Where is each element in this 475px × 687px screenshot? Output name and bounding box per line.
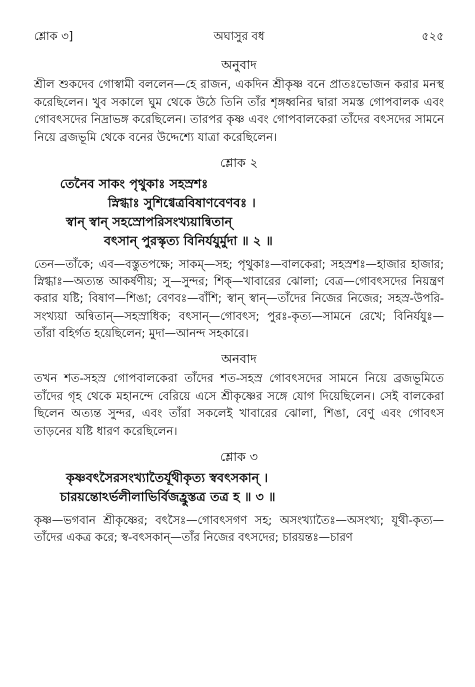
anubad-2-text: তখন শত-সহস্র গোপবালকেরা তাঁদের শত-সহস্র গোবৎসদের সামনে নিয়ে ব্রজভূমিতে তাঁদের গৃহ থেকে মহানন্দে বেরিয়ে এসে শ্রীকৃষ্ণের সঙ্গে যোগ দিয়েছিলেন। সেই বালকেরা ছিলেন অত্যন্ত সুন্দর, এবং তাঁরা সকলেই খাবারের ঝোলা, শিঙা, বেণু এবং গোবৎস তাড়নের যষ্টি ধারণ করেছিলেন। — [34, 371, 444, 438]
shloka-3-line: কৃষ্ণবৎসৈরসংখ্যাতৈর্যূথীকৃত্য স্ববৎসকান্ । — [66, 470, 268, 486]
header-chapter-title: অঘাসুর বধ — [213, 29, 265, 43]
shloka-2-line: তেনৈব সাকং পৃথুকাঃ সহস্রশঃ — [60, 176, 209, 191]
anubad-paragraph — [34, 76, 444, 146]
shloka-2-line: বৎসান্ পুরস্কৃত্য বিনির্যযুর্মুদা ॥ ২ ॥ — [104, 233, 273, 248]
running-header — [34, 28, 444, 48]
shloka-3-line: চারয়ন্তোঽর্ভলীলাভির্বিজহ্রুস্তত্র তত্র হ ॥ ৩ ॥ — [60, 489, 276, 505]
shloka-2-synonyms: তেন—তাঁকে; এব—বস্তুতপক্ষে; সাকম্—সহ; পৃথুকাঃ—বালকেরা; সহস্রশঃ—হাজার হাজার; স্নিগ্ধাঃ—অত্যন্ত আকর্ষণীয়; সু—সুন্দর; শিক্—খাবারের ঝোলা; বেত্র—গোবৎসদের নিয়ন্ত্রণ করার যষ্টি; বিষাণ—শিঙা; বেণবঃ—বাঁশি; স্বান্ স্বান্—তাঁদের নিজের নিজের; সহস্র-উপরি-সংখ্যয়া অন্বিতান্—সহস্রাধিক; বৎসান্—গোবৎস; পুরঃ-কৃত্য—সামনে রেখে; বিনির্যযুঃ—তাঁরা বহির্গত হয়েছিলেন; মুদা—আনন্দ সহকারে। — [34, 257, 444, 340]
shloka-2-line: স্বান্ স্বান্ সহস্রোপরিসংখ্যয়ান্বিতান্ — [66, 214, 233, 229]
anubad-text: শ্রীল শুকদেব গোস্বামী বললেন—হে রাজন, একদিন শ্রীকৃষ্ণ বনে প্রাতঃভোজন করার মনস্থ করেছিলেন। খুব সকালে ঘুম থেকে উঠে তিনি তাঁর শৃঙ্গধ্বনির দ্বারা সমস্ত গোপবালক এবং গোবৎসদের নিদ্রাভঙ্গ করেছিলেন। তারপর কৃষ্ণ এবং গোপবালকেরা তাঁদের বৎসদের সামনে নিয়ে ব্রজভূমি থেকে বনের উদ্দেশ্যে যাত্রা করেছিলেন। — [34, 77, 444, 144]
shloka-2-verse — [34, 174, 444, 250]
shloka-2-line: স্নিগ্ধাঃ সুশিগ্বেত্রবিষাণবেণবঃ । — [108, 195, 256, 210]
shloka-2-title: শ্লোক ২ — [220, 155, 258, 170]
anubad-2-paragraph — [34, 370, 444, 440]
book-page — [34, 28, 444, 546]
anubad-heading: অনুবাদ — [221, 57, 257, 72]
header-page-number: ৫২৫ — [421, 29, 444, 43]
header-verse-ref: শ্লোক ৩] — [34, 29, 74, 43]
shloka-3-title: শ্লোক ৩ — [220, 449, 258, 465]
anubad-2-heading: অনবাদ — [221, 351, 257, 367]
shloka-3-synonyms: কৃষ্ণ—ভগবান শ্রীকৃষ্ণের; বৎসৈঃ—গোবৎসগণ সহ; অসংখ্যাতৈঃ—অসংখ্য; যূথী-কৃত্য—তাঁদের একত্র করে; স্ব-বৎসকান্—তাঁর নিজের বৎসদের; চারয়ন্তঃ—চারণ — [34, 513, 444, 545]
shloka-3-verse — [34, 468, 444, 506]
